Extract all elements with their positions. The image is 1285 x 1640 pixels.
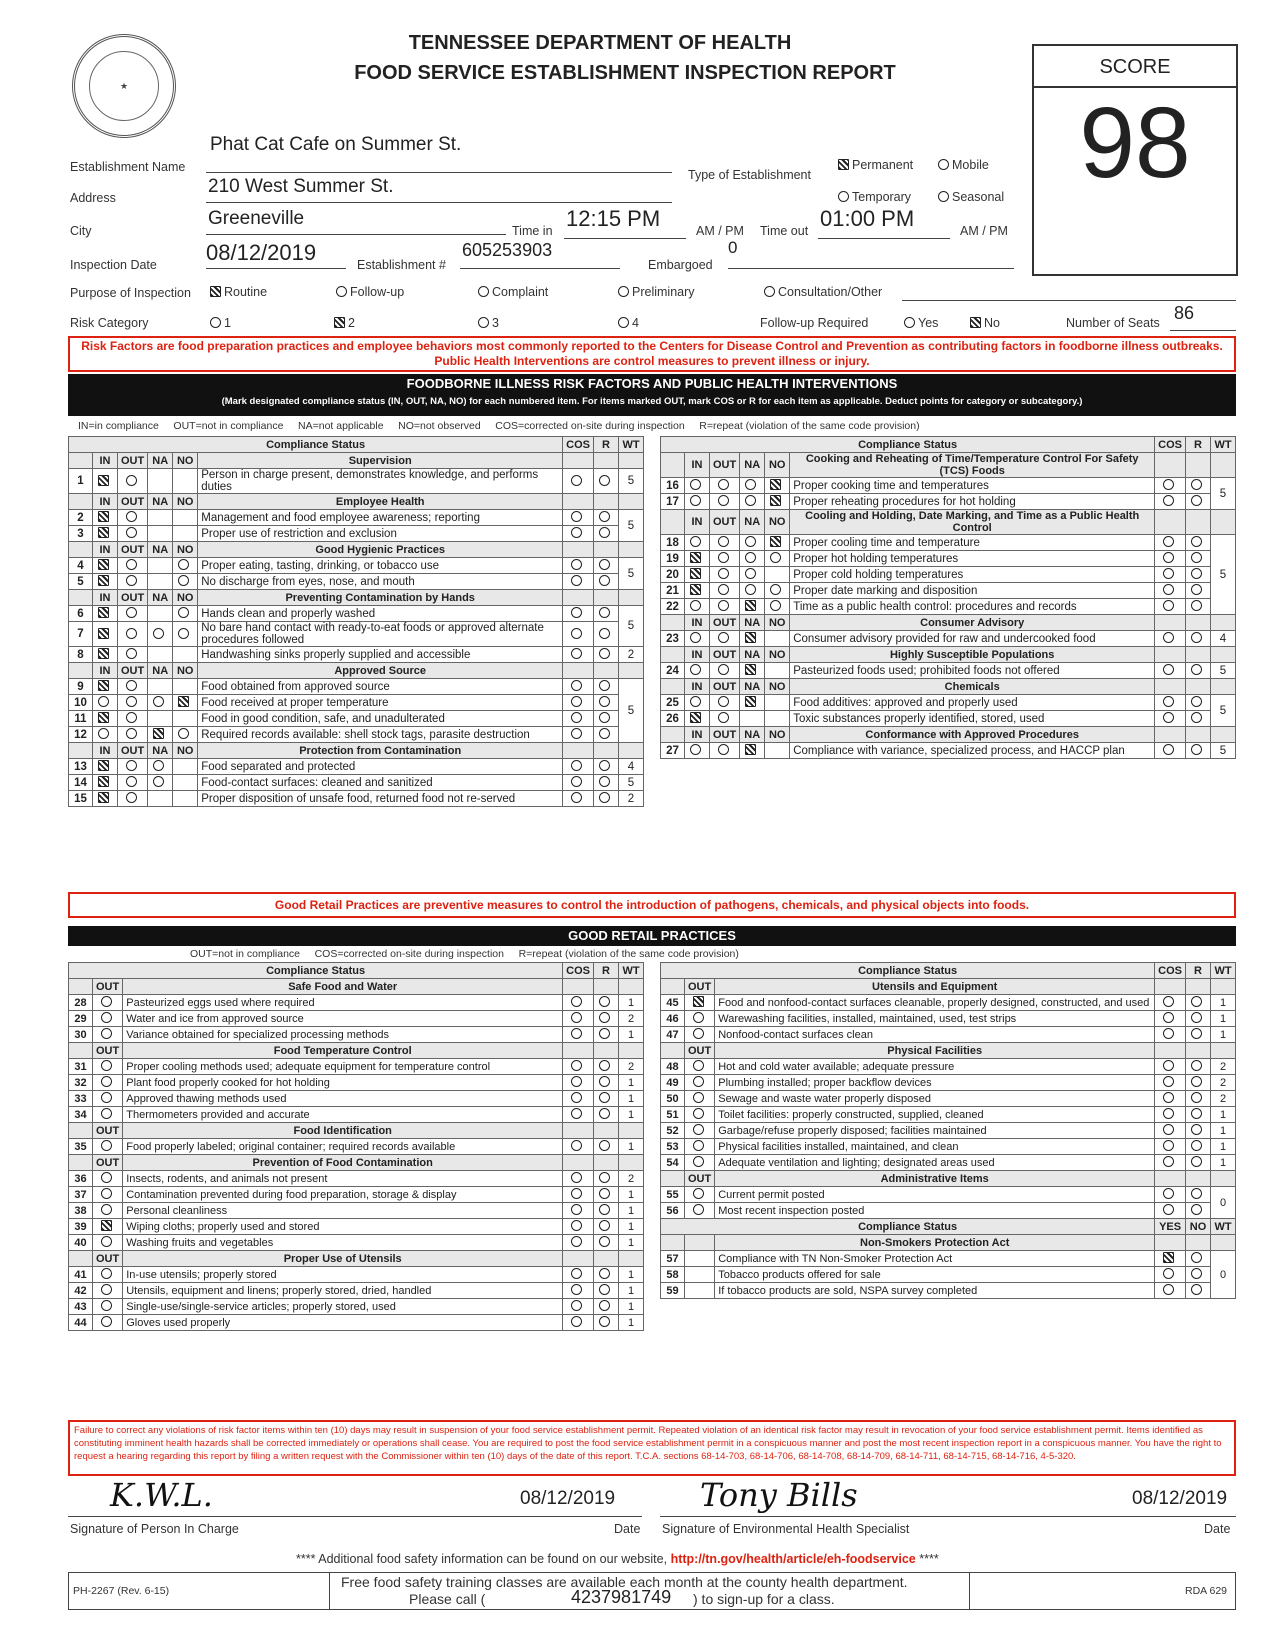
table-row: 53 Physical facilities installed, maintained, and clean 1 — [661, 1139, 1236, 1155]
table-row: 40 Washing fruits and vegetables 1 — [69, 1235, 644, 1251]
table-row: 46 Warewashing facilities, installed, maintained, used, test strips 1 — [661, 1011, 1236, 1027]
rda-code: RDA 629 — [1185, 1585, 1228, 1597]
table-row: 6 Hands clean and properly washed 5 — [69, 606, 644, 622]
table-row: 45 Food and nonfood-contact surfaces cleanable, properly designed, constructed, and used 1 — [661, 995, 1236, 1011]
table-row: 28 Pasteurized eggs used where required 1 — [69, 995, 644, 1011]
establishment-type-label: Type of Establishment — [688, 168, 811, 182]
table-row: 9 Food obtained from approved source 5 — [69, 679, 644, 695]
inspection-date-value: 08/12/2019 — [206, 240, 317, 265]
table-row: 23 Consumer advisory provided for raw and undercooked food 4 — [661, 631, 1236, 647]
table-row: 21 Proper date marking and disposition — [661, 583, 1236, 599]
establishment-name-label: Establishment Name — [70, 160, 186, 174]
table-row: 35 Food properly labeled; original container; required records available 1 — [69, 1139, 644, 1155]
seats-value: 86 — [1174, 303, 1195, 323]
table-row: 38 Personal cleanliness 1 — [69, 1203, 644, 1219]
good-retail-header: GOOD RETAIL PRACTICES — [68, 926, 1236, 946]
address-label: Address — [70, 191, 116, 205]
table-row: 7 No bare hand contact with ready-to-eat foods or approved alternate procedures followed — [69, 622, 644, 647]
ehs-label: Signature of Environmental Health Specialist — [662, 1522, 910, 1536]
risk-1-option[interactable]: 1 — [210, 316, 231, 330]
table-row: 56 Most recent inspection posted — [661, 1203, 1236, 1219]
table-row: 42 Utensils, equipment and linens; properly stored, dried, handled 1 — [69, 1283, 644, 1299]
table-row: 58 Tobacco products offered for sale — [661, 1267, 1236, 1283]
table-row: 31 Proper cooling methods used; adequate equipment for temperature control 2 — [69, 1059, 644, 1075]
risk-factor-table-left: Compliance Status COS R WT IN OUT NA NO Supervision 1 Person in charge present, demonstrates knowledge, and performs duties 5 IN OUT NA NO Employee Health 2 Management and food employee awareness; reporting 5 3 Proper use of restriction and exclusion IN OUT NA NO Good Hygienic Practices 4 Proper eating, tasting, drinking, or tobacco use 5 5 No discharge from eyes, nose, and mouth IN OUT NA NO Preventing Contamination by Hands 6 Hands clean and properly washed 5 7 No bare hand contact with ready-to-eat foods or approved alternate procedures followed 8 Handwashing sinks properly supplied and accessible 2 IN OUT NA NO Approved Source 9 Food obtained from approved source 5 10 Food received at proper temperature 11 Food in good condition, safe, and unadulterated 12 Required records available: shell stock tags, parasite destruction IN OUT NA NO Protection from Contamination 13 Food separated and protected 4 14 Food-contact surfaces: cleaned and sanitized 5 15 Proper disposition of unsafe food, returned food not re-served 2 — [68, 436, 644, 807]
pic-date-label: Date — [614, 1522, 641, 1536]
time-out-value: 01:00 PM — [820, 206, 915, 231]
table-row: 13 Food separated and protected 4 — [69, 759, 644, 775]
phone-number: 4237981749 — [571, 1587, 672, 1607]
training-footer — [68, 1572, 1236, 1610]
compliance-legend: IN=in compliance OUT=not in compliance NA=not applicable NO=not observed COS=corrected on-site during inspection R=repeat (violation of the same code provision) — [78, 420, 920, 432]
good-retail-table-right: Compliance Status COS R WT OUT Utensils and Equipment 45 Food and nonfood-contact surfaces cleanable, properly designed, constructed, and used 1 46 Warewashing facilities, installed, maintained, used, test strips 1 47 Nonfood-contact surfaces clean 1 OUT Physical Facilities 48 Hot and cold water available; adequate pressure 2 49 Plumbing installed; proper backflow devices 2 50 Sewage and waste water properly disposed 2 51 Toilet facilities: properly constructed, supplied, cleaned 1 52 Garbage/refuse properly disposed; facilities maintained 1 53 Physical facilities installed, maintained, and clean 1 54 Adequate ventilation and lighting; designated areas used 1 OUT Administrative Items 55 Current permit posted 0 56 Most recent inspection posted Compliance Status YES NO WT Non-Smokers Protection Act 57 Compliance with TN Non-Smoker Protection Act 0 58 Tobacco products offered for sale 59 If tobacco products are sold, NSPA survey completed — [660, 962, 1236, 1299]
form-number: PH-2267 (Rev. 6-15) — [73, 1585, 170, 1597]
embargoed-value: 0 — [728, 238, 738, 257]
purpose-complaint-option[interactable]: Complaint — [478, 285, 548, 299]
table-row: 2 Management and food employee awareness; reporting 5 — [69, 510, 644, 526]
table-row: 19 Proper hot holding temperatures — [661, 551, 1236, 567]
table-row: 34 Thermometers provided and accurate 1 — [69, 1107, 644, 1123]
table-row: 20 Proper cold holding temperatures — [661, 567, 1236, 583]
table-row: 8 Handwashing sinks properly supplied and accessible 2 — [69, 647, 644, 663]
table-row: 1 Person in charge present, demonstrates knowledge, and performs duties 5 — [69, 469, 644, 494]
table-row: 47 Nonfood-contact surfaces clean 1 — [661, 1027, 1236, 1043]
score-value: 98 — [1079, 87, 1191, 199]
seats-label: Number of Seats — [1066, 316, 1160, 330]
table-row: 41 In-use utensils; properly stored 1 — [69, 1267, 644, 1283]
risk-2-option[interactable]: 2 — [334, 316, 355, 330]
table-row: 18 Proper cooling time and temperature 5 — [661, 535, 1236, 551]
table-row: 37 Contamination prevented during food preparation, storage & display 1 — [69, 1187, 644, 1203]
person-in-charge-signature: K.W.L. — [110, 1476, 213, 1514]
followup-required-label: Follow-up Required — [760, 316, 869, 330]
person-in-charge-date: 08/12/2019 — [520, 1488, 616, 1509]
time-in-value: 12:15 PM — [566, 206, 661, 231]
establishment-number-value: 605253903 — [462, 240, 553, 260]
followup-yes-option[interactable]: Yes — [904, 316, 938, 330]
time-in-ampm: AM / PM — [696, 224, 744, 238]
ehs-date: 08/12/2019 — [1132, 1488, 1228, 1509]
type-seasonal-option[interactable]: Seasonal — [938, 190, 1004, 204]
table-row: 29 Water and ice from approved source 2 — [69, 1011, 644, 1027]
table-row: 44 Gloves used properly 1 — [69, 1315, 644, 1331]
table-row: 14 Food-contact surfaces: cleaned and sanitized 5 — [69, 775, 644, 791]
table-row: 15 Proper disposition of unsafe food, returned food not re-served 2 — [69, 791, 644, 807]
table-row: 30 Variance obtained for specialized processing methods 1 — [69, 1027, 644, 1043]
table-row: 54 Adequate ventilation and lighting; designated areas used 1 — [661, 1155, 1236, 1171]
ehs-signature: Tony Bills — [700, 1476, 858, 1514]
person-in-charge-label: Signature of Person In Charge — [70, 1522, 239, 1536]
table-row: 52 Garbage/refuse properly disposed; facilities maintained 1 — [661, 1123, 1236, 1139]
establishment-name-value: Phat Cat Cafe on Summer St. — [210, 134, 462, 155]
city-label: City — [70, 224, 92, 238]
report-subtitle: FOOD SERVICE ESTABLISHMENT INSPECTION REPORT — [354, 62, 896, 84]
table-row: 12 Required records available: shell stock tags, parasite destruction — [69, 727, 644, 743]
purpose-consultation-option[interactable]: Consultation/Other — [764, 285, 882, 299]
table-row: 27 Compliance with variance, specialized process, and HACCP plan 5 — [661, 743, 1236, 759]
state-seal-logo: ★ — [72, 34, 176, 138]
table-row: 33 Approved thawing methods used 1 — [69, 1091, 644, 1107]
fbi-title: FOODBORNE ILLNESS RISK FACTORS AND PUBLIC HEALTH INTERVENTIONS — [406, 376, 898, 391]
fbi-instructions: (Mark designated compliance status (IN, OUT, NA, NO) for each numbered item. For items marked OUT, mark COS or R for each item as applicable. Deduct points for category or subcategory.) — [221, 396, 1083, 407]
inspection-date-label: Inspection Date — [70, 258, 157, 272]
score-label: SCORE — [1034, 46, 1236, 88]
followup-no-option[interactable]: No — [970, 316, 1000, 330]
table-row: 59 If tobacco products are sold, NSPA survey completed — [661, 1283, 1236, 1299]
type-mobile-option[interactable]: Mobile — [938, 158, 989, 172]
purpose-label: Purpose of Inspection — [70, 286, 191, 300]
table-row: 49 Plumbing installed; proper backflow devices 2 — [661, 1075, 1236, 1091]
purpose-preliminary-option[interactable]: Preliminary — [618, 285, 695, 299]
website-link[interactable]: http://tn.gov/health/article/eh-foodservice — [670, 1552, 916, 1566]
risk-factors-notice: Risk Factors are food preparation practices and employee behaviors most commonly reported to the Centers for Disease Control and Prevention as contributing factors in foodborne illness outbreaks. Public Health Interventions are control measures to prevent illness or injury. — [68, 336, 1236, 372]
type-temporary-option[interactable]: Temporary — [838, 190, 911, 204]
table-row: 43 Single-use/single-service articles; properly stored, used 1 — [69, 1299, 644, 1315]
establishment-number-label: Establishment # — [357, 258, 446, 272]
table-row: 3 Proper use of restriction and exclusion — [69, 526, 644, 542]
risk-category-label: Risk Category — [70, 316, 149, 330]
ehs-date-label: Date — [1204, 1522, 1231, 1536]
time-in-label: Time in — [512, 224, 553, 238]
table-row: 11 Food in good condition, safe, and unadulterated — [69, 711, 644, 727]
violation-warning: Failure to correct any violations of risk factor items within ten (10) days may result in suspension of your food service establishment permit. Repeated violation of an identical risk factor may result in revocation of your food service establishment permit. Items identified as constituting imminent health hazards shall be corrected immediately or operations shall cease. You are required to post the food service establishment permit in a conspicuous manner and post the most recent inspection report in a conspicuous manner. You have the right to request a hearing regarding this report by filing a written request with the Commissioner within ten (10) days of the date of this report. T.C.A. sections 68-14-703, 68-14-706, 68-14-708, 68-14-709, 68-14-711, 68-14-715, 68-14-716, 4-5-320. — [68, 1420, 1236, 1476]
purpose-routine-option[interactable]: Routine — [210, 285, 267, 299]
table-row: 39 Wiping cloths; properly used and stored 1 — [69, 1219, 644, 1235]
risk-3-option[interactable]: 3 — [478, 316, 499, 330]
table-row: 57 Compliance with TN Non-Smoker Protection Act 0 — [661, 1251, 1236, 1267]
table-row: 50 Sewage and waste water properly disposed 2 — [661, 1091, 1236, 1107]
table-row: 22 Time as a public health control: procedures and records — [661, 599, 1236, 615]
table-row: 16 Proper cooking time and temperatures 5 — [661, 478, 1236, 494]
table-row: 51 Toilet facilities: properly constructed, supplied, cleaned 1 — [661, 1107, 1236, 1123]
address-value: 210 West Summer St. — [208, 176, 394, 197]
time-out-ampm: AM / PM — [960, 224, 1008, 238]
type-permanent-option[interactable]: Permanent — [838, 158, 913, 172]
table-row: 5 No discharge from eyes, nose, and mouth — [69, 574, 644, 590]
time-out-label: Time out — [760, 224, 809, 238]
table-row: 25 Food additives: approved and properly used 5 — [661, 695, 1236, 711]
table-row: 17 Proper reheating procedures for hot holding — [661, 494, 1236, 510]
training-text: Free food safety training classes are available each month at the county health department. — [341, 1574, 908, 1590]
website-info: **** Additional food safety information can be found on our website, http://tn.gov/health/article/eh-foodservice **** — [296, 1552, 939, 1566]
training-call: Please call ( — [409, 1591, 486, 1607]
purpose-followup-option[interactable]: Follow-up — [336, 285, 404, 299]
good-retail-table-left: Compliance Status COS R WT OUT Safe Food and Water 28 Pasteurized eggs used where required 1 29 Water and ice from approved source 2 30 Variance obtained for specialized processing methods 1 OUT Food Temperature Control 31 Proper cooling methods used; adequate equipment for temperature control 2 32 Plant food properly cooked for hot holding 1 33 Approved thawing methods used 1 34 Thermometers provided and accurate 1 OUT Food Identification 35 Food properly labeled; original container; required records available 1 OUT Prevention of Food Contamination 36 Insects, rodents, and animals not present 2 37 Contamination prevented during food preparation, storage & display 1 38 Personal cleanliness 1 39 Wiping cloths; properly used and stored 1 40 Washing fruits and vegetables 1 OUT Proper Use of Utensils 41 In-use utensils; properly stored 1 42 Utensils, equipment and linens; properly stored, dried, handled 1 43 Single-use/single-service articles; properly stored, used 1 44 Gloves used properly 1 — [68, 962, 644, 1331]
table-row: 4 Proper eating, tasting, drinking, or tobacco use 5 — [69, 558, 644, 574]
table-row: 32 Plant food properly cooked for hot holding 1 — [69, 1075, 644, 1091]
training-suffix: ) to sign-up for a class. — [693, 1591, 835, 1607]
table-row: 24 Pasteurized foods used; prohibited foods not offered 5 — [661, 663, 1236, 679]
grp-legend: OUT=not in compliance COS=corrected on-site during inspection R=repeat (violation of the same code provision) — [190, 948, 739, 960]
table-row: 10 Food received at proper temperature — [69, 695, 644, 711]
score-box — [1032, 44, 1238, 276]
embargoed-label: Embargoed — [648, 258, 713, 272]
report-title: TENNESSEE DEPARTMENT OF HEALTH — [408, 32, 792, 54]
table-row: 26 Toxic substances properly identified, stored, used — [661, 711, 1236, 727]
risk-factor-table-right: Compliance Status COS R WT IN OUT NA NO Cooking and Reheating of Time/Temperature Control For Safety (TCS) Foods 16 Proper cooking time and temperatures 5 17 Proper reheating procedures for hot holding IN OUT NA NO Cooling and Holding, Date Marking, and Time as a Public Health Control 18 Proper cooling time and temperature 5 19 Proper hot holding temperatures 20 Proper cold holding temperatures 21 Proper date marking and disposition 22 Time as a public health control: procedures and records IN OUT NA NO Consumer Advisory 23 Consumer advisory provided for raw and undercooked food 4 IN OUT NA NO Highly Susceptible Populations 24 Pasteurized foods used; prohibited foods not offered 5 IN OUT NA NO Chemicals 25 Food additives: approved and properly used 5 26 Toxic substances properly identified, stored, used IN OUT NA NO Conformance with Approved Procedures 27 Compliance with variance, specialized process, and HACCP plan 5 — [660, 436, 1236, 759]
risk-4-option[interactable]: 4 — [618, 316, 639, 330]
table-row: 48 Hot and cold water available; adequate pressure 2 — [661, 1059, 1236, 1075]
table-row: 55 Current permit posted 0 — [661, 1187, 1236, 1203]
foodborne-illness-section-header — [68, 374, 1236, 416]
good-retail-notice: Good Retail Practices are preventive measures to control the introduction of pathogens, chemicals, and physical objects into foods. — [68, 892, 1236, 918]
table-row: 36 Insects, rodents, and animals not present 2 — [69, 1171, 644, 1187]
city-value: Greeneville — [208, 208, 305, 229]
